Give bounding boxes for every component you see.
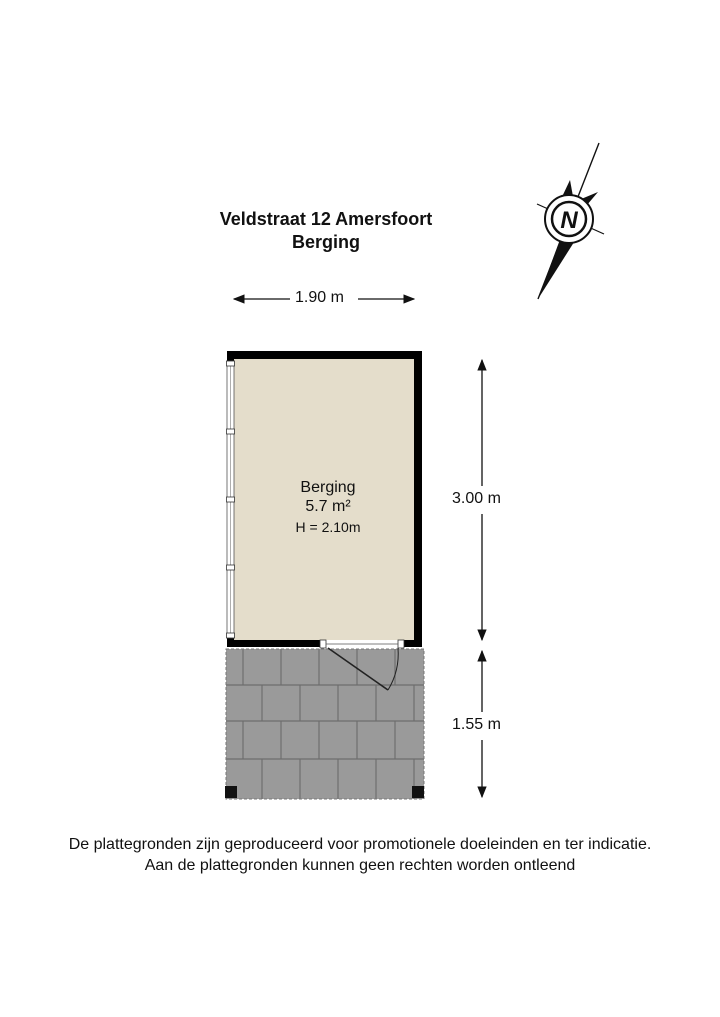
north-compass-icon bbox=[537, 143, 604, 299]
terrace-post-left bbox=[225, 786, 237, 798]
disclaimer-line-1: De plattegronden zijn geproduceerd voor promotionele doeleinden en ter indicatie. bbox=[68, 836, 652, 853]
room-area: 5.7 m² bbox=[305, 498, 351, 515]
disclaimer-line-2: Aan de plattegronden kunnen geen rechten worden ontleend bbox=[144, 857, 576, 874]
plan-address: Veldstraat 12 Amersfoort bbox=[219, 209, 433, 229]
width-label: 1.90 m bbox=[292, 289, 347, 307]
terrace-paving bbox=[225, 649, 424, 799]
room-name: Berging bbox=[300, 479, 356, 496]
room-height: H = 2.10m bbox=[295, 519, 361, 535]
plan-subtitle: Berging bbox=[291, 232, 360, 252]
depth-terrace-label: 1.55 m bbox=[449, 716, 504, 734]
terrace-post-right bbox=[412, 786, 424, 798]
compass-letter: N bbox=[560, 207, 578, 234]
depth-room-label: 3.00 m bbox=[449, 490, 504, 508]
